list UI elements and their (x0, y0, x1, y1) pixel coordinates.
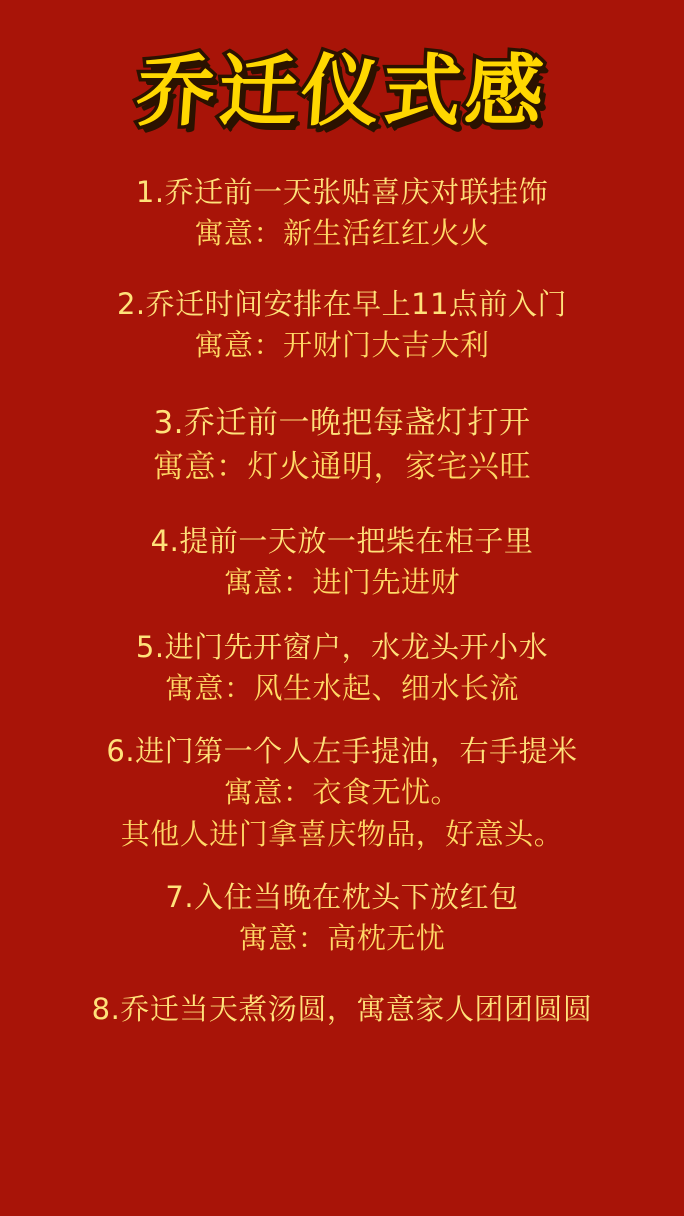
tip-meaning: 寓意：开财门大吉大利 (194, 328, 490, 363)
list-item (14, 731, 670, 855)
list-item (14, 284, 670, 366)
tip-title: 1.乔迁前一天张贴喜庆对联挂饰 (135, 174, 549, 209)
list-item (14, 521, 670, 603)
tip-title: 5.进门先开窗户，水龙头开小水 (135, 629, 549, 664)
list-item (14, 401, 670, 489)
tip-meaning: 寓意：衣食无忧。 (223, 775, 460, 810)
tip-title: 6.进门第一个人左手提油，右手提米 (106, 734, 578, 769)
tip-meaning: 寓意：新生活红红火火 (194, 216, 490, 251)
list-item (14, 989, 670, 1030)
tip-title: 2.乔迁时间安排在早上11点前入门 (116, 287, 568, 322)
tip-note: 其他人进门拿喜庆物品，好意头。 (120, 816, 564, 851)
tip-meaning: 寓意：高枕无忧 (238, 920, 446, 955)
poster-title-container (0, 0, 684, 144)
tip-title: 7.入住当晚在枕头下放红包 (165, 879, 519, 914)
tip-meaning: 寓意：风生水起、细水长流 (164, 671, 519, 706)
tips-list (0, 144, 684, 1030)
tip-title: 4.提前一天放一把柴在柜子里 (150, 523, 534, 558)
tip-meaning: 寓意：进门先进财 (223, 564, 460, 599)
tip-title: 8.乔迁当天煮汤圆，寓意家人团团圆圆 (91, 992, 593, 1027)
list-item (14, 172, 670, 254)
tip-meaning: 寓意：灯火通明，家宅兴旺 (153, 448, 531, 485)
page-title: 乔迁仪式感 (133, 47, 551, 137)
list-item (14, 877, 670, 959)
list-item (14, 627, 670, 709)
tip-title: 3.乔迁前一晚把每盏灯打开 (153, 404, 531, 441)
